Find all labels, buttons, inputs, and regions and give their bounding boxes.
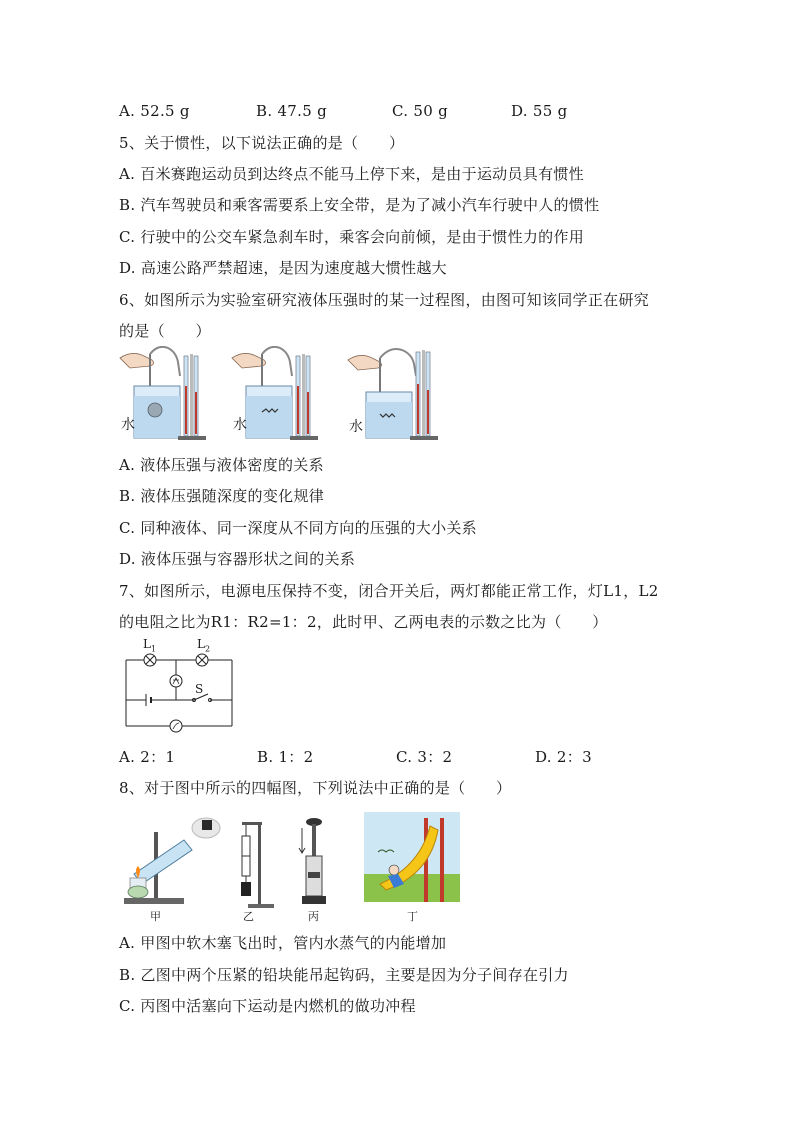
q7-option-c: C. 3：2 bbox=[396, 748, 453, 766]
q7-circuit-diagram bbox=[122, 636, 237, 740]
q4-option-b: B. 47.5 g bbox=[256, 102, 328, 120]
q8-option-b: B. 乙图中两个压紧的铅块能吊起钩码，主要是因为分子间存在引力 bbox=[119, 966, 569, 984]
q7-stem-line1: 7、如图所示，电源电压保持不变，闭合开关后，两灯都能正常工作，灯L1，L2 bbox=[119, 582, 659, 600]
q8-option-c: C. 丙图中活塞向下运动是内燃机的做功冲程 bbox=[119, 997, 416, 1015]
q7-stem-line2: 的电阻之比为R1：R2=1：2，此时甲、乙两电表的示数之比为（ ） bbox=[119, 613, 608, 631]
q5-option-c: C. 行驶中的公交车紧急刹车时，乘客会向前倾，是由于惯性力的作用 bbox=[119, 228, 585, 246]
figure-ding bbox=[364, 812, 460, 902]
lamp-l1-sub: 1 bbox=[150, 644, 157, 654]
caption-ding: 丁 bbox=[407, 910, 418, 923]
lamp-l2-label bbox=[197, 637, 210, 653]
lamp-l1-label bbox=[143, 637, 156, 653]
q4-options bbox=[119, 101, 568, 121]
q5-option-d: D. 高速公路严禁超速，是因为速度越大惯性越大 bbox=[119, 259, 447, 277]
q7-options bbox=[119, 747, 592, 767]
caption-bing: 丙 bbox=[308, 910, 319, 923]
q4-option-d: D. 55 g bbox=[511, 102, 568, 120]
q8-four-figures bbox=[120, 812, 465, 924]
q6-option-a: A. 液体压强与液体密度的关系 bbox=[119, 456, 324, 474]
q6-option-c: C. 同种液体、同一深度从不同方向的压强的大小关系 bbox=[119, 519, 477, 537]
q7-circuit-svg bbox=[122, 636, 237, 740]
caption-yi: 乙 bbox=[243, 910, 254, 923]
lamp-l2-sub: 2 bbox=[204, 644, 211, 654]
water-label-3: 水 bbox=[349, 419, 363, 435]
q8-option-a: A. 甲图中软木塞飞出时，管内水蒸气的内能增加 bbox=[119, 934, 447, 952]
q5-stem: 5、关于惯性，以下说法正确的是（ ） bbox=[119, 134, 405, 152]
q4-option-a: A. 52.5 g bbox=[119, 102, 190, 120]
q7-option-b: B. 1：2 bbox=[257, 748, 314, 766]
q6-option-d: D. 液体压强与容器形状之间的关系 bbox=[119, 550, 356, 568]
q6-stem-line1: 6、如图所示为实验室研究液体压强时的某一过程图，由图可知该同学正在研究 bbox=[119, 291, 650, 309]
caption-jia: 甲 bbox=[150, 910, 161, 923]
q7-option-d: D. 2：3 bbox=[535, 748, 592, 766]
q6-figure-svg bbox=[118, 346, 448, 446]
q5-option-a: A. 百米赛跑运动员到达终点不能马上停下来，是由于运动员具有惯性 bbox=[119, 165, 584, 183]
figure-yi bbox=[241, 822, 274, 908]
water-label-2: 水 bbox=[233, 417, 247, 433]
water-label-1: 水 bbox=[121, 417, 135, 433]
q8-stem: 8、对于图中所示的四幅图，下列说法中正确的是（ ） bbox=[119, 779, 512, 797]
q6-option-b: B. 液体压强随深度的变化规律 bbox=[119, 487, 325, 505]
q5-option-b: B. 汽车驾驶员和乘客需要系上安全带，是为了减小汽车行驶中人的惯性 bbox=[119, 196, 600, 214]
figure-bing bbox=[299, 818, 326, 904]
q7-option-a: A. 2：1 bbox=[119, 748, 176, 766]
q4-option-c: C. 50 g bbox=[392, 102, 449, 120]
lamp-l2-letter: L bbox=[197, 637, 205, 651]
q6-stem-line2: 的是（ ） bbox=[119, 322, 211, 340]
switch-s-label: S bbox=[195, 682, 204, 696]
q6-pressure-figure bbox=[118, 346, 448, 446]
lamp-l1-letter: L bbox=[143, 637, 151, 651]
figure-jia bbox=[124, 818, 220, 904]
